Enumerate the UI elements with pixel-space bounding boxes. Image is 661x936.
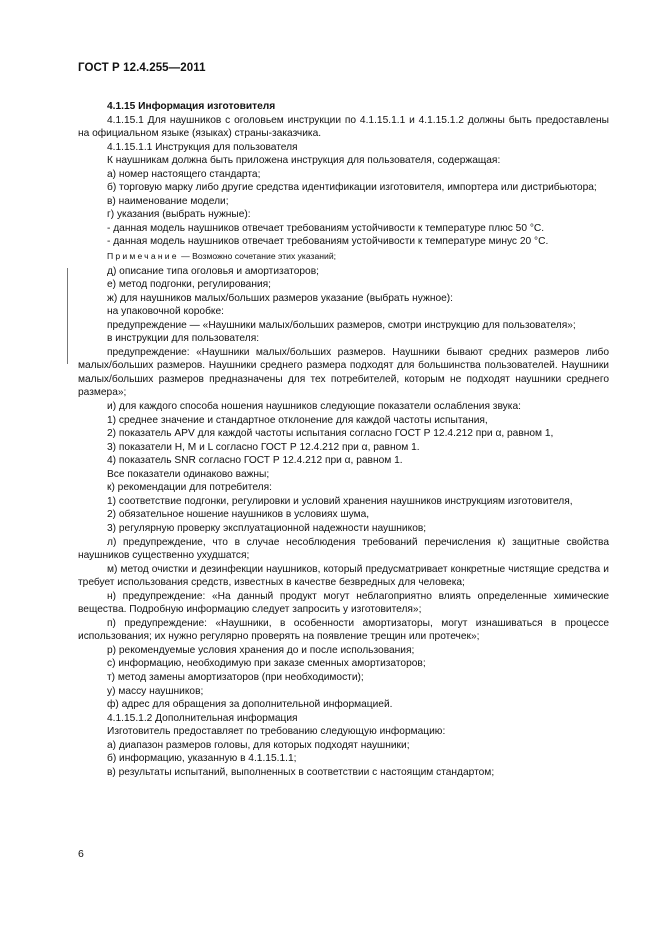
- paragraph: е) метод подгонки, регулирования;: [107, 279, 271, 291]
- paragraph: 4.1.15.1 Для наушников с оголовьем инструкции по 4.1.15.1.1 и 4.1.15.1.2 должны быть предоставлены на официальном языке (языках) страны-заказчика.: [78, 114, 609, 140]
- paragraph: 4) показатель SNR согласно ГОСТ Р 12.4.212 при α, равном 1.: [107, 455, 403, 467]
- paragraph: 4.1.15.1.1 Инструкция для пользователя: [107, 141, 298, 153]
- paragraph: 4.1.15.1.2 Дополнительная информация: [107, 712, 298, 724]
- paragraph: р) рекомендуемые условия хранения до и после использования;: [107, 644, 415, 656]
- paragraph: 1) среднее значение и стандартное отклонение для каждой частоты испытания,: [107, 414, 488, 426]
- paragraph: в инструкции для пользователя:: [107, 333, 260, 345]
- paragraph: н) предупреждение: «На данный продукт могут неблагоприятно влиять определенные химические вещества. Подробную информацию следует запросить у изготовителя»;: [78, 590, 609, 616]
- document-header: ГОСТ Р 12.4.255—2011: [78, 62, 206, 74]
- paragraph: б) информацию, указанную в 4.1.15.1.1;: [107, 753, 297, 765]
- paragraph: ф) адрес для обращения за дополнительной информацией.: [107, 699, 393, 711]
- paragraph: т) метод замены амортизаторов (при необходимости);: [107, 671, 364, 683]
- paragraph: л) предупреждение, что в случае несоблюдения требований перечисления к) защитные свойства наушников существенно ухудшатся;: [78, 536, 609, 562]
- paragraph: предупреждение: «Наушники малых/больших размеров. Наушники бывают средних размеров либо малых/больших размеров. Наушники среднего размера подходят для большинства пользователей. Наушники малых/больших размеров предназначены для тех потребителей, которым не подходят наушники среднего размера»;: [78, 346, 609, 399]
- section-title: 4.1.15 Информация изготовителя: [107, 101, 276, 112]
- change-bar: [67, 268, 68, 364]
- note: [78, 250, 609, 264]
- document-body: [78, 100, 609, 779]
- paragraph: 3) регулярную проверку эксплуатационной надежности наушников;: [107, 522, 427, 534]
- paragraph: предупреждение — «Наушники малых/больших размеров, смотри инструкцию для пользователя»;: [107, 319, 576, 331]
- paragraph: п) предупреждение: «Наушники, в особенности амортизаторы, могут изнашиваться в процессе использования; их нужно регулярно проверять на появление трещин или протечек»;: [78, 617, 609, 643]
- paragraph: к) рекомендации для потребителя:: [107, 482, 272, 494]
- paragraph: Все показатели одинаково важны;: [107, 468, 270, 480]
- note-label: Примечание: [107, 251, 179, 262]
- note-text: — Возможно сочетание этих указаний;: [178, 251, 337, 262]
- paragraph: в) результаты испытаний, выполненных в соответствии с настоящим стандартом;: [107, 766, 495, 778]
- page-number: 6: [78, 848, 84, 860]
- paragraph: Изготовитель предоставляет по требованию следующую информацию:: [107, 726, 446, 738]
- paragraph: а) диапазон размеров головы, для которых подходят наушники;: [107, 739, 410, 751]
- paragraph: 1) соответствие подгонки, регулировки и условий хранения наушников инструкциям изготовителя,: [107, 495, 573, 507]
- paragraph: и) для каждого способа ношения наушников следующие показатели ослабления звука:: [107, 401, 521, 413]
- paragraph: на упаковочной коробке:: [107, 306, 224, 318]
- paragraph: 2) обязательное ношение наушников в условиях шума,: [107, 509, 370, 521]
- paragraph: 2) показатель APV для каждой частоты испытания согласно ГОСТ Р 12.4.212 при α, равном 1,: [107, 428, 554, 440]
- paragraph: К наушникам должна быть приложена инструкция для пользователя, содержащая:: [107, 155, 501, 167]
- paragraph: - данная модель наушников отвечает требованиям устойчивости к температуре минус 20 °С.: [107, 236, 549, 248]
- paragraph: а) номер настоящего стандарта;: [107, 168, 261, 180]
- paragraph: с) информацию, необходимую при заказе сменных амортизаторов;: [107, 658, 426, 670]
- paragraph: в) наименование модели;: [107, 195, 229, 207]
- paragraph: г) указания (выбрать нужные):: [107, 209, 251, 221]
- paragraph: д) описание типа оголовья и амортизаторов;: [107, 265, 319, 277]
- paragraph: м) метод очистки и дезинфекции наушников, который предусматривает конкретные чистящие средства и требует использования средств, известных в качестве безвредных для человека;: [78, 563, 609, 589]
- paragraph: 3) показатели H, M и L согласно ГОСТ Р 12.4.212 при α, равном 1.: [107, 441, 420, 453]
- paragraph: - данная модель наушников отвечает требованиям устойчивости к температуре плюс 50 °С.: [107, 222, 545, 234]
- paragraph: ж) для наушников малых/больших размеров указание (выбрать нужное):: [107, 292, 454, 304]
- paragraph: у) массу наушников;: [107, 685, 204, 697]
- paragraph: б) торговую марку либо другие средства идентификации изготовителя, импортера или дистрибьютора;: [107, 182, 597, 194]
